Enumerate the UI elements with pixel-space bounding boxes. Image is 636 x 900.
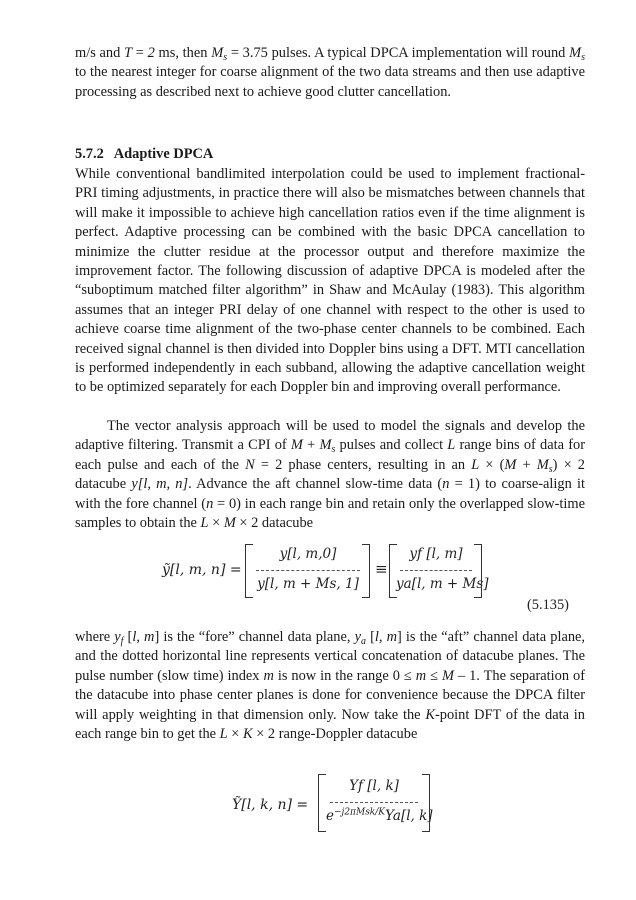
- math-K: K: [242, 726, 253, 743]
- math-L: L: [219, 726, 228, 743]
- math-y: y: [354, 629, 361, 645]
- math-M: M: [504, 456, 517, 473]
- math-subscript: s: [548, 463, 553, 475]
- text-run: pulses and collect: [335, 437, 448, 454]
- math-N: N: [245, 456, 255, 473]
- text-run: ] is the “fore” channel data plane,: [154, 629, 355, 645]
- text-run: m/s and: [75, 45, 125, 61]
- math-M: M: [211, 45, 224, 61]
- text-run: [: [123, 629, 133, 645]
- text-run: [: [365, 629, 375, 645]
- text-run: × 2 datacube: [235, 515, 314, 532]
- math-m: m: [415, 667, 427, 684]
- math-L: L: [447, 437, 456, 454]
- paragraph-adaptive-dpca: [75, 165, 585, 398]
- text-run: ≤: [426, 667, 442, 684]
- math-subscript: f: [120, 636, 124, 647]
- right-bracket: [362, 544, 370, 598]
- section-heading: [75, 146, 213, 163]
- math-subscript: s: [331, 444, 336, 456]
- text-run: = 1) to coarse-align it with the fore channel (: [75, 476, 585, 512]
- text-run: . Advance the aft channel slow-time data (: [188, 476, 443, 493]
- math-subscript: a: [360, 636, 366, 647]
- equation-lhs: Ỹ[l, k, n] =: [232, 797, 309, 813]
- equation-lhs: ỹ[l, m, n] =: [162, 562, 242, 578]
- section-number: 5.7.2: [75, 146, 104, 162]
- right-bracket: [474, 544, 482, 598]
- math-subscript: s: [223, 52, 228, 63]
- matrix-top-left: y[l, m,0]: [279, 546, 337, 562]
- paragraph-text: While conventional bandlimited interpolation could be used to implement fractional-PRI timing adjustments, in practice there will also be mismatches between channels that will make it impossible to achieve high cancellation ratios even if the time alignment is perfect. Adaptive processing can be combined with the basic DPCA cancellation to minimize the clutter residue at the processor output and therefore maximize the improvement factor. The following discussion of adaptive DPCA is modeled after the “suboptimum matched filter algorithm” in Shaw and McAulay (1983). This algorithm assumes that an integer PRI delay of one channel with respect to the other is used to achieve coarse time alignment of the two-phase center channels to be combined. Each received signal channel is then divided into Doppler bins using a DFT. MTI cancellation is performed independently in each subband, allowing the adaptive cancellation weight to be optimized separately for each Doppler bin and improving overall performance.: [75, 166, 585, 396]
- left-bracket: [318, 774, 326, 832]
- text-run: = 3.75 pulses. A typical DPCA implementation will round: [227, 45, 570, 61]
- matrix-bottom-term: Ya[l, k]: [385, 808, 433, 824]
- matrix-bottom: [326, 807, 433, 824]
- concatenation-line: [400, 570, 472, 571]
- text-run: +: [516, 456, 537, 473]
- matrix-top-right: yf [l, m]: [409, 546, 463, 562]
- math-T: T: [124, 45, 133, 61]
- text-run: = 0) in each range bin and retain only the overlapped slow-time samples to obtain the: [75, 495, 586, 532]
- text-run: ms, then: [154, 45, 212, 61]
- math-L: L: [200, 515, 209, 532]
- math-indices: l, m: [374, 629, 397, 645]
- matrix-bottom-right: ya[l, m + Ms]: [396, 576, 489, 592]
- math-m: m: [263, 667, 274, 684]
- text-run: to the nearest integer for coarse alignment of the two data streams and then use adaptive processing as described next to achieve good clutter cancellation.: [75, 64, 585, 100]
- math-M: M: [536, 456, 549, 473]
- math-L: L: [471, 456, 480, 473]
- text-run: is now in the range 0 ≤: [273, 667, 416, 684]
- text-run: -point DFT of the data in each range bin to get the: [75, 706, 585, 743]
- math-K: K: [425, 706, 435, 723]
- concatenation-line: [256, 570, 360, 571]
- right-bracket: [422, 774, 430, 832]
- exp-power: −j2πMsk/K: [334, 807, 386, 818]
- math-n: n: [442, 476, 450, 493]
- text-run: ) × 2 datacube: [75, 456, 585, 493]
- equation-number: (5.135): [527, 597, 569, 613]
- top-paragraph: [75, 44, 585, 102]
- section-title: Adaptive DPCA: [113, 146, 214, 162]
- text-run: = 2 phase centers, resulting in an: [254, 456, 472, 473]
- paragraph-where: [75, 628, 585, 744]
- text-run: The vector analysis approach will be used to model the signals and develop the adaptive filtering. Transmit a CPI of: [75, 418, 585, 454]
- math-M: M: [441, 667, 454, 684]
- math-indices: l, m: [132, 629, 155, 645]
- equation-dft-datacube: [0, 772, 636, 836]
- text-run: × 2 range-Doppler datacube: [252, 726, 418, 743]
- math-M: M: [569, 45, 582, 61]
- math-M: M: [290, 437, 303, 454]
- equivalence-symbol: ≡: [375, 560, 388, 578]
- text-run: ] is the “aft” channel data plane, and the dotted horizontal line represents vertical concatenation of datacube planes. The pulse number (slow time) index: [75, 629, 586, 684]
- matrix-top: Yf [l, k]: [349, 778, 399, 794]
- math-datacube: y[l, m, n]: [131, 476, 189, 493]
- equation-5-135: [0, 540, 636, 620]
- text-run: ×: [208, 515, 224, 532]
- concatenation-line: [330, 802, 418, 803]
- text-run: ×: [227, 726, 243, 743]
- matrix-bottom-left: y[l, m + Ms, 1]: [257, 576, 359, 592]
- exp-base: e: [326, 808, 334, 824]
- text-run: – 1. The separation of the datacube into phase center planes is done for convenience because the DPCA filter will apply weighting in that dimension only. Now take the: [75, 667, 586, 723]
- math-subscript: s: [581, 52, 586, 63]
- math-value: 2: [147, 45, 155, 61]
- math-y: y: [114, 629, 121, 645]
- text-run: × (: [479, 456, 505, 473]
- text-run: +: [302, 437, 320, 454]
- text-run: =: [132, 45, 148, 61]
- text-run: range bins of data for each pulse and each of the: [75, 437, 586, 473]
- math-M: M: [223, 515, 236, 532]
- math-M: M: [319, 437, 332, 454]
- math-n: n: [206, 495, 214, 512]
- text-run: where: [75, 629, 115, 645]
- paragraph-vector-analysis: [75, 417, 585, 533]
